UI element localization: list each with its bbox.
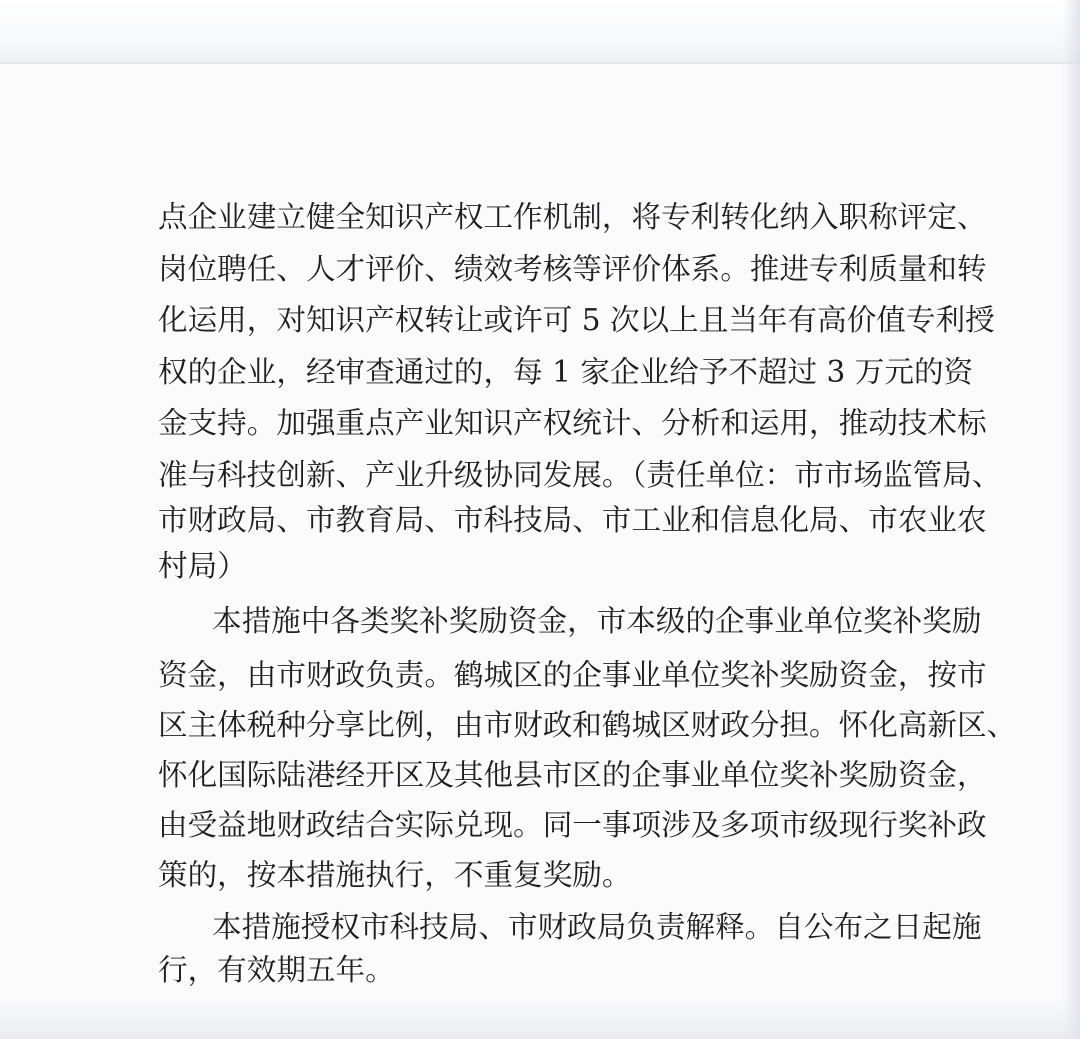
text-line: 本措施授权市科技局、市财政局负责解释。自公布之日起施	[212, 910, 982, 944]
text-line: 区主体税种分享比例，由市财政和鹤城区财政分担。怀化高新区、	[158, 708, 1017, 742]
text-line: 行，有效期五年。	[158, 953, 395, 987]
text-line: 策的，按本措施执行，不重复奖励。	[158, 858, 632, 892]
text-line: 由受益地财政结合实际兑现。同一事项涉及多项市级现行奖补政	[158, 808, 987, 842]
text-line: 资金，由市财政负责。鹤城区的企事业单位奖补奖励资金，按市	[158, 658, 987, 692]
text-line: 本措施中各类奖补奖励资金，市本级的企事业单位奖补奖励	[212, 604, 982, 638]
text-line: 权的企业，经审查通过的，每 1 家企业给予不超过 3 万元的资	[158, 355, 974, 389]
text-line: 村局）	[158, 549, 247, 583]
text-line: 市财政局、市教育局、市科技局、市工业和信息化局、市农业农	[158, 503, 987, 537]
text-line: 点企业建立健全知识产权工作机制，将专利转化纳入职称评定、	[158, 200, 987, 234]
text-line: 金支持。加强重点产业知识产权统计、分析和运用，推动技术标	[158, 406, 987, 440]
text-line: 怀化国际陆港经开区及其他县市区的企事业单位奖补奖励资金，	[158, 758, 987, 792]
text-line: 化运用，对知识产权转让或许可 5 次以上且当年有高价值专利授	[158, 303, 995, 337]
text-line: 准与科技创新、产业升级协同发展。（责任单位：市市场监管局、	[158, 458, 1002, 492]
text-line: 岗位聘任、人才评价、绩效考核等评价体系。推进专利质量和转	[158, 252, 987, 286]
